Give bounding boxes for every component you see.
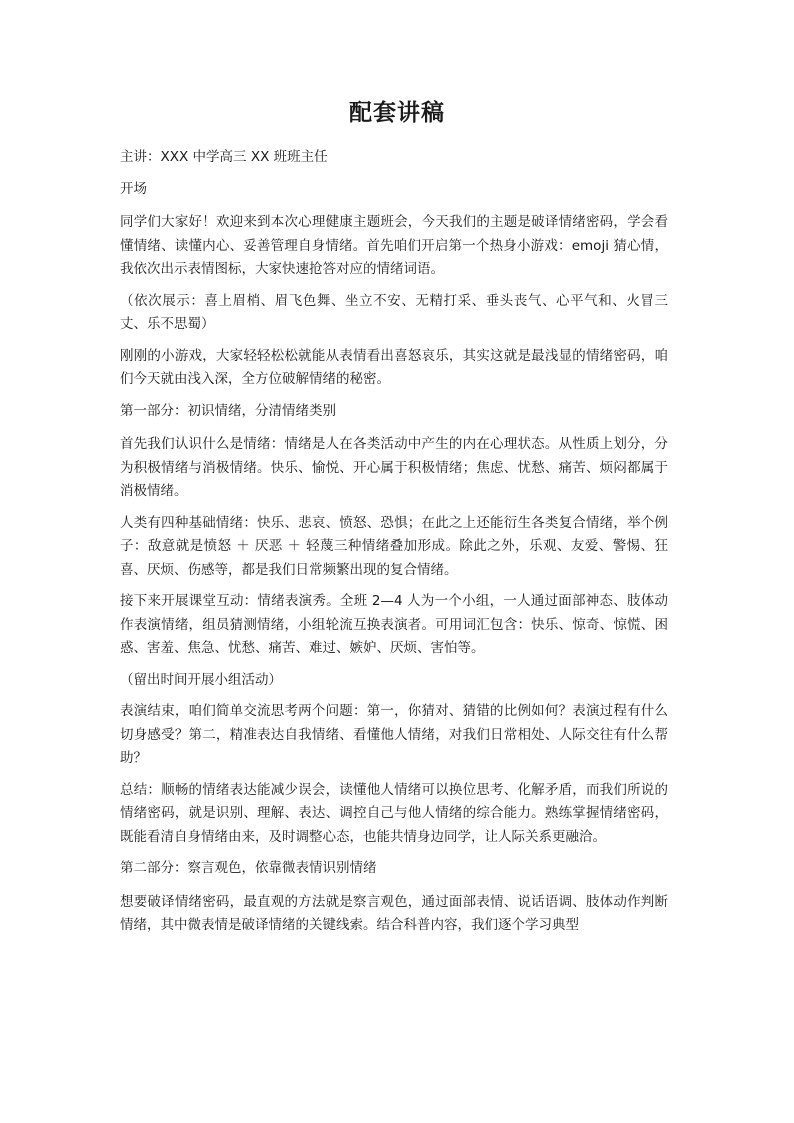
paragraph: 想要破译情绪密码，最直观的方法就是察言观色，通过面部表情、说话语调、肢体动作判断情绪，其中微表情是破译情绪的关键线索。结合科普内容，我们逐个学习典型 — [120, 893, 668, 933]
section-heading-part-two: 第二部分：察言观色，依靠微表情识别情绪 — [120, 860, 377, 876]
paragraph: 总结：顺畅的情绪表达能减少误会，读懂他人情绪可以换位思考、化解矛盾，而我们所说的情绪密码，就是识别、理解、表达、调控自己与他人情绪的综合能力。熟练掌握情绪密码，既能看清自身情绪由来，及时调整心态，也能共情身边同学，让人际关系更融洽。 — [120, 781, 668, 845]
section-heading-opening: 开场 — [120, 180, 147, 197]
stage-note: （依次展示：喜上眉梢、眉飞色舞、坐立不安、无精打采、垂头丧气、心平气和、火冒三丈、乐不思蜀） — [120, 292, 668, 332]
paragraph: 首先我们认识什么是情绪：情绪是人在各类活动中产生的内在心理状态。从性质上划分，分为积极情绪与消极情绪。快乐、愉悦、开心属于积极情绪；焦虑、忧愁、痛苦、烦闷都属于消极情绪。 — [120, 436, 668, 499]
paragraph: 表演结束，咱们简单交流思考两个问题：第一，你猜对、猜错的比例如何？表演过程有什么切身感受？第二，精准表达自我情绪、看懂他人情绪，对我们日常相处、人际交往有什么帮助？ — [120, 703, 668, 766]
paragraph: 刚刚的小游戏，大家轻轻松松就能从表情看出喜怒哀乐，其实这就是最浅显的情绪密码，咱们今天就由浅入深，全方位破解情绪的秘密。 — [120, 347, 668, 387]
paragraph: 人类有四种基础情绪：快乐、悲哀、愤怒、恐惧；在此之上还能衍生各类复合情绪，举个例子：敌意就是愤怒 ＋ 厌恶 ＋ 轻蔑三种情绪叠加形成。除此之外，乐观、友爱、警惕、狂喜、厌烦、伤感等，都是我们日常频繁出现的复合情绪。 — [120, 514, 668, 578]
speaker-line: 主讲：XXX 中学高三 XX 班班主任 — [120, 149, 328, 165]
document-title: 配套讲稿 — [349, 100, 445, 126]
paragraph: 接下来开展课堂互动：情绪表演秀。全班 2—4 人为一个小组，一人通过面部神态、肢体动作表演情绪，组员猜测情绪，小组轮流互换表演者。可用词汇包含：快乐、惊奇、惊慌、困惑、害羞、焦急、忧愁、痛苦、难过、嫉妒、厌烦、害怕等。 — [120, 593, 668, 656]
paragraph: 同学们大家好！欢迎来到本次心理健康主题班会，今天我们的主题是破译情绪密码，学会看懂情绪、读懂内心、妥善管理自身情绪。首先咱们开启第一个热身小游戏：emoji 猜心情，我依次出示表情图标，大家快速抢答对应的情绪词语。 — [120, 214, 668, 277]
stage-note: （留出时间开展小组活动） — [120, 671, 282, 688]
document-body — [120, 146, 668, 946]
section-heading-part-one: 第一部分：初识情绪，分清情绪类别 — [120, 402, 336, 419]
